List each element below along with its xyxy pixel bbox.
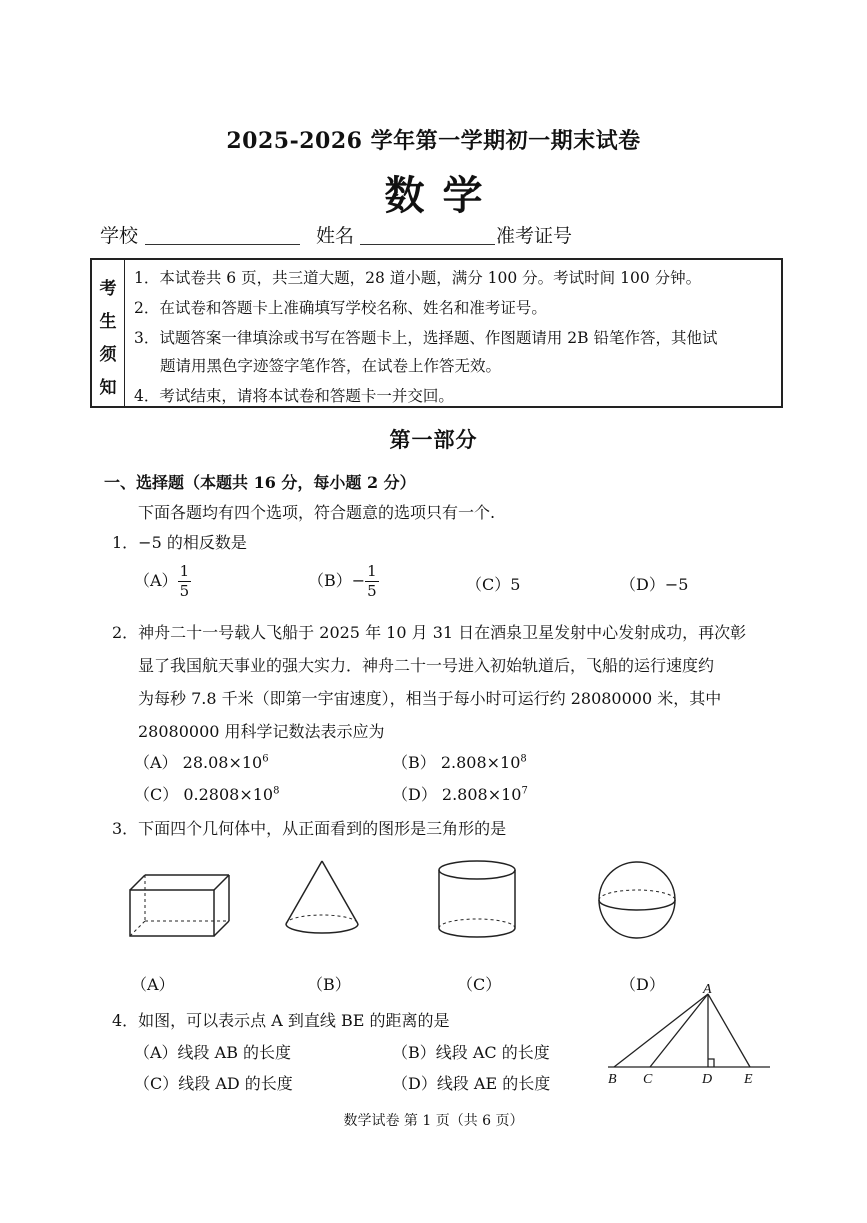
q3-option-b: （B） — [307, 975, 351, 994]
q2-option-d — [392, 782, 528, 805]
exam-id-label: 准考证号 — [496, 225, 573, 247]
point-e-label: E — [744, 1072, 753, 1087]
q4-option-c: （C）线段 AD 的长度 — [134, 1074, 293, 1093]
notice-label-char: 须 — [99, 345, 117, 365]
point-b-label: B — [608, 1072, 617, 1087]
notice-label-char: 考 — [99, 279, 117, 299]
option-text: （B） 2.808×10 — [392, 753, 521, 772]
q3-option-c: （C） — [457, 975, 502, 994]
q4-option-b: （B）线段 AC 的长度 — [392, 1043, 550, 1062]
q1-option-c: （C）5 — [466, 575, 521, 594]
notice-label-char: 生 — [99, 312, 117, 332]
school-label: 学校 — [100, 225, 139, 247]
option-text: （D） 2.808×10 — [392, 785, 522, 804]
q4-option-a: （A）线段 AB 的长度 — [134, 1043, 292, 1062]
q1-option-d: （D）−5 — [620, 575, 689, 594]
notice-item: 2．在试卷和答题卡上准确填写学校名称、姓名和准考证号。 — [134, 299, 547, 317]
point-a-label: A — [703, 982, 712, 997]
exponent: 8 — [520, 753, 527, 765]
q2-option-c — [134, 782, 279, 805]
notice-label-char: 知 — [99, 378, 117, 398]
segment-ae — [708, 994, 750, 1067]
exam-title: 2025-2026 学年第一学期初一期末试卷 — [226, 128, 641, 154]
question-3-stem: 3．下面四个几何体中，从正面看到的图形是三角形的是 — [112, 819, 507, 838]
right-angle-mark — [708, 1059, 714, 1067]
geometry-figure — [600, 982, 775, 1092]
notice-item: 题请用黑色字迹签字笔作答，在试卷上作答无效。 — [160, 357, 502, 375]
question-1-stem: 1．−5 的相反数是 — [112, 533, 247, 552]
question-2-line: 28080000 用科学记数法表示应为 — [138, 722, 385, 741]
option-text: （C） 0.2808×10 — [134, 785, 274, 804]
notice-item: 3．试题答案一律填涂或书写在答题卡上，选择题、作图题请用 2B 铅笔作答，其他试 — [134, 329, 718, 347]
name-field[interactable] — [360, 244, 495, 245]
cuboid-icon — [125, 870, 235, 942]
exponent: 7 — [521, 785, 528, 797]
school-field[interactable] — [145, 244, 300, 245]
denominator: 5 — [179, 582, 190, 600]
section-instruction: 下面各题均有四个选项，符合题意的选项只有一个. — [138, 503, 496, 522]
option-text: （A） 28.08×10 — [134, 753, 263, 772]
exponent: 8 — [273, 785, 280, 797]
q2-option-b — [392, 750, 527, 773]
name-label: 姓名 — [316, 225, 355, 247]
candidate-notice-box — [90, 258, 783, 408]
point-d-label: D — [702, 1072, 713, 1087]
cone-icon — [280, 858, 364, 940]
numerator: 1 — [179, 562, 190, 580]
q1-option-b — [308, 564, 379, 599]
numerator: 1 — [367, 562, 377, 580]
question-2-line: 2．神舟二十一号载人飞船于 2025 年 10 月 31 日在酒泉卫星发射中心发射成功，再次彰 — [112, 623, 747, 642]
q1-option-a — [134, 564, 191, 599]
exponent: 6 — [262, 753, 269, 765]
option-label: （A） — [134, 571, 178, 590]
section-heading: 一、选择题（本题共 16 分，每小题 2 分） — [104, 473, 416, 492]
fraction — [178, 564, 192, 599]
point-c-label: C — [643, 1072, 653, 1087]
notice-item: 1．本试卷共 6 页，共三道大题，28 道小题，满分 100 分。考试时间 100 分钟。 — [134, 269, 702, 287]
q2-option-a — [134, 750, 269, 773]
question-4-stem: 4．如图，可以表示点 A 到直线 BE 的距离的是 — [112, 1011, 450, 1030]
question-2-line: 显了我国航天事业的强大实力．神舟二十一号进入初始轨道后，飞船的运行速度约 — [138, 656, 715, 675]
question-2-line: 为每秒 7.8 千米（即第一宇宙速度），相当于每小时可运行约 28080000 米，其中 — [138, 689, 722, 708]
notice-label — [92, 260, 125, 406]
segment-ac — [650, 994, 708, 1067]
sphere-icon — [595, 858, 679, 942]
cylinder-icon — [432, 858, 522, 942]
notice-item: 4．考试结束，请将本试卷和答题卡一并交回。 — [134, 387, 454, 405]
page-footer: 数学试卷 第 1 页（共 6 页） — [343, 1113, 524, 1129]
option-label: （B）− — [308, 571, 366, 590]
denominator: 5 — [367, 582, 377, 600]
q3-option-a: （A） — [131, 975, 175, 994]
segment-ab — [614, 994, 708, 1067]
fraction — [365, 564, 379, 599]
q3-option-d: （D） — [620, 975, 665, 994]
q4-option-d: （D）线段 AE 的长度 — [392, 1074, 551, 1093]
subject-title: 数学 — [384, 172, 501, 219]
part-title: 第一部分 — [389, 427, 478, 452]
